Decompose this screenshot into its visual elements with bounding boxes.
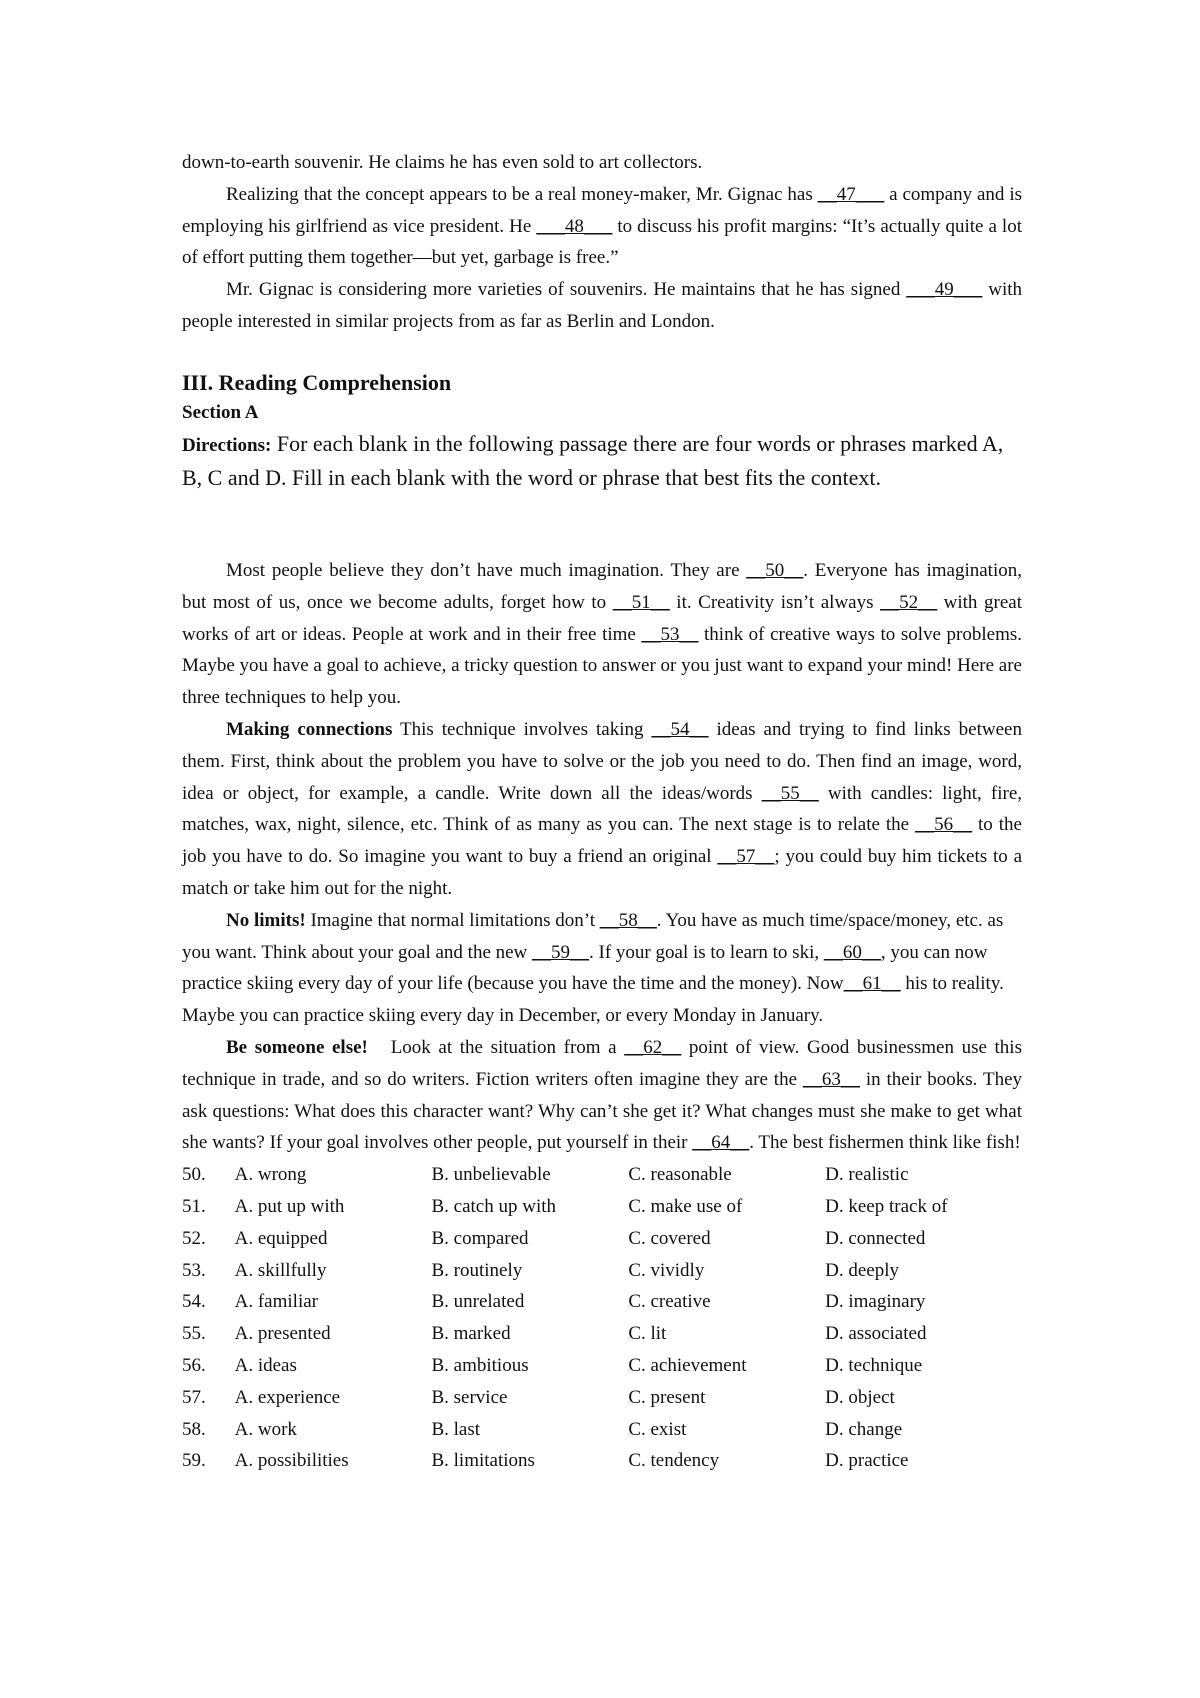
blank-58: __58__ (599, 909, 657, 931)
paragraph-title: Making connections (226, 718, 393, 740)
option-row (182, 1255, 1022, 1287)
text-span: Realizing that the concept appears to be a real money-maker, Mr. Gignac has (226, 183, 818, 205)
option-c: C. lit (628, 1323, 667, 1345)
option-c: C. creative (628, 1291, 711, 1313)
option-a: A. wrong (234, 1164, 307, 1186)
option-d: D. technique (825, 1354, 923, 1376)
option-b: B. last (431, 1418, 481, 1440)
options-list (182, 1159, 1022, 1477)
option-c: C. reasonable (628, 1164, 732, 1186)
option-d: D. change (825, 1418, 903, 1440)
text-span: . You have as much time/space/money, etc. as you want. Think about your goal and the new (182, 909, 1004, 963)
question-number: 57. (182, 1386, 206, 1408)
paragraph-title: No limits! (226, 909, 306, 931)
text-span: . The best fishermen think like fish! (749, 1132, 1021, 1154)
text-span: to discuss his profit margins: “It’s actually quite a lot of effort putting them together—but yet, garbage is free.” (182, 215, 1022, 269)
blank-56: __56__ (915, 814, 973, 836)
question-number: 54. (182, 1291, 206, 1313)
passage-paragraph (182, 179, 1022, 274)
option-b: B. unrelated (431, 1291, 525, 1313)
option-d: D. object (825, 1386, 895, 1408)
text-span: Imagine that normal limitations don’t (305, 909, 600, 931)
option-b: B. catch up with (431, 1195, 556, 1217)
option-row (182, 1159, 1022, 1191)
text-span: Look at the situation from a (367, 1036, 625, 1058)
passage-line: down-to-earth souvenir. He claims he has even sold to art collectors. (182, 152, 703, 173)
text-span: . If your goal is to learn to ski, (589, 941, 824, 963)
text-span: This technique involves taking (392, 718, 652, 740)
blank-55: __55__ (761, 782, 819, 804)
option-row (182, 1382, 1022, 1414)
paragraph-title: Be someone else! (226, 1036, 368, 1058)
text-span: it. Creativity isn’t always (669, 591, 881, 613)
option-b: B. compared (431, 1227, 529, 1249)
blank-62: __62__ (624, 1036, 682, 1058)
blank-63: __63__ (802, 1068, 860, 1090)
blank-48: ___48___ (536, 215, 613, 237)
blank-54: __54__ (651, 718, 709, 740)
text-span: , you can now practice skiing every day of your life (because you have the time and the money). Now (182, 941, 988, 995)
directions-label: Directions: (182, 435, 272, 456)
section-header (182, 368, 1022, 494)
blank-52: __52__ (880, 591, 938, 613)
text-span: with great works of art or ideas. People at work and in their free time (182, 591, 1022, 645)
passage-paragraph (182, 905, 1022, 1032)
blank-61: __61__ (843, 973, 901, 995)
option-a: A. skillfully (234, 1259, 327, 1281)
option-d: D. keep track of (825, 1195, 948, 1217)
section-subheading: Section A (182, 402, 259, 423)
question-number: 52. (182, 1227, 206, 1249)
text-span: Most people believe they don’t have much imagination. They are (226, 560, 747, 581)
passage-paragraph (182, 555, 1022, 714)
blank-49: ___49___ (906, 279, 983, 301)
option-a: A. presented (234, 1323, 331, 1345)
option-c: C. achievement (628, 1354, 747, 1376)
text-span: with candles: light, fire, matches, wax, night, silence, etc. Think of as many as you can. The next stage is to relate the (182, 782, 1023, 836)
option-row (182, 1318, 1022, 1350)
previous-passage (182, 147, 1022, 338)
blank-50: __50__ (746, 560, 804, 581)
blank-64: __64__ (692, 1132, 750, 1154)
text-span: in their books. They ask questions: What does this character want? Why can’t she get it? What changes must she make to get what she wants? If your goal involves other people, put yourself in their (182, 1068, 1023, 1154)
option-row (182, 1286, 1022, 1318)
question-number: 58. (182, 1418, 206, 1440)
text-span: to the job you have to do. So imagine you want to buy a friend an original (182, 814, 1022, 868)
option-d: D. deeply (825, 1259, 900, 1281)
option-a: A. work (234, 1418, 297, 1440)
option-d: D. associated (825, 1323, 927, 1345)
section-heading: III. Reading Comprehension (182, 370, 452, 395)
option-d: D. imaginary (825, 1291, 926, 1313)
blank-47: __47___ (817, 183, 885, 205)
option-b: B. ambitious (431, 1354, 529, 1376)
passage-paragraph (182, 274, 1022, 338)
option-d: D. connected (825, 1227, 926, 1249)
passage-paragraph (182, 1032, 1022, 1159)
blank-59: __59__ (532, 941, 590, 963)
option-a: A. possibilities (234, 1450, 349, 1472)
text-span: a company and is employing his girlfriend as vice president. He (182, 183, 1023, 237)
text-span: his to reality. Maybe you can practice skiing every day in December, or every Monday in January. (182, 973, 1004, 1027)
blank-60: __60__ (823, 941, 881, 963)
text-span: ideas and trying to find links between them. First, think about the problem you have to solve or the job you need to do. Then find an image, word, idea or object, for example, a candle. Write down all the ideas/words (182, 718, 1022, 804)
option-d: D. realistic (825, 1164, 909, 1186)
option-a: A. familiar (234, 1291, 318, 1313)
option-row (182, 1191, 1022, 1223)
option-b: B. service (431, 1386, 508, 1408)
passage-paragraph (182, 714, 1022, 905)
question-number: 53. (182, 1259, 206, 1281)
question-number: 56. (182, 1354, 206, 1376)
option-c: C. present (628, 1386, 706, 1408)
option-c: C. make use of (628, 1195, 743, 1217)
option-a: A. experience (234, 1386, 341, 1408)
text-span: Mr. Gignac is considering more varieties of souvenirs. He maintains that he has signed (226, 279, 907, 301)
option-row (182, 1414, 1022, 1446)
text-span: ; you could buy him tickets to a match or take him out for the night. (182, 846, 1023, 899)
text-span: think of creative ways to solve problems. Maybe you have a goal to achieve, a tricky question to answer or you just want to expand your mind! Here are three techniques to help you. (182, 623, 1022, 709)
question-number: 55. (182, 1323, 206, 1345)
text-span: with people interested in similar projects from as far as Berlin and London. (182, 279, 1023, 332)
text-span: . Everyone has imagination, but most of us, once we become adults, forget how to (182, 560, 1022, 613)
option-a: A. ideas (234, 1354, 297, 1376)
directions (182, 428, 1022, 494)
option-c: C. tendency (628, 1450, 720, 1472)
option-a: A. equipped (234, 1227, 328, 1249)
option-b: B. limitations (431, 1450, 535, 1472)
option-d: D. practice (825, 1450, 909, 1472)
reading-passage (182, 555, 1022, 1477)
blank-57: __57__ (717, 846, 775, 868)
option-row (182, 1445, 1022, 1477)
option-row (182, 1350, 1022, 1382)
option-c: C. vividly (628, 1259, 705, 1281)
option-b: B. routinely (431, 1259, 523, 1281)
option-b: B. unbelievable (431, 1164, 551, 1186)
blank-53: __53__ (641, 623, 699, 645)
question-number: 51. (182, 1195, 206, 1217)
question-number: 50. (182, 1164, 206, 1186)
text-span: point of view. Good businessmen use this technique in trade, and so do writers. Fiction writers often imagine they are the (182, 1036, 1022, 1090)
option-a: A. put up with (234, 1195, 345, 1217)
directions-text: For each blank in the following passage there are four words or phrases marked A, B, C and D. Fill in each blank with the word or phrase that best fits the context. (182, 431, 1004, 490)
option-row (182, 1223, 1022, 1255)
option-b: B. marked (431, 1323, 511, 1345)
option-c: C. exist (628, 1418, 687, 1440)
question-number: 59. (182, 1450, 206, 1472)
blank-51: __51__ (612, 591, 670, 613)
option-c: C. covered (628, 1227, 711, 1249)
